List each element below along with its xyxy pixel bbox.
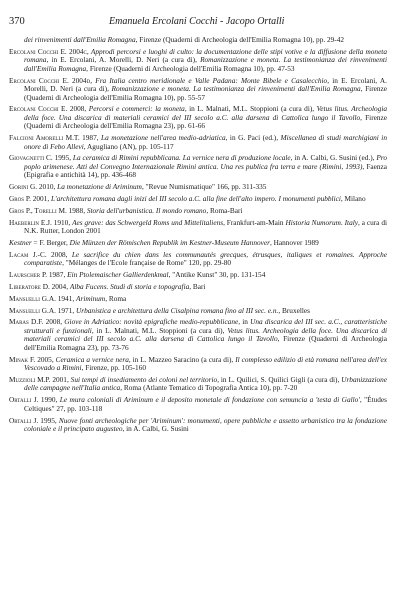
entry-text: , bbox=[96, 133, 102, 143]
entry-text: , bbox=[66, 374, 71, 384]
entry-text: , bbox=[51, 354, 56, 364]
bibliography-entry bbox=[9, 251, 387, 268]
entry-text: , Firenze (Quaderni di Archeologia dell'Emilia Romagna 23), pp. 73-76 bbox=[24, 334, 387, 352]
entry-text: , in L. Quilici, S. Quilici Gigli (a cura di), bbox=[217, 374, 342, 384]
bibliography-entry bbox=[9, 271, 387, 279]
entry-text: , Bari bbox=[189, 281, 206, 291]
entry-text: , Roma bbox=[105, 293, 127, 303]
entry-author: Mansuelli G.A. 1971 bbox=[9, 305, 73, 315]
entry-text: = F. Berger, bbox=[31, 237, 70, 247]
entry-text: , "Antike Kunst" 30, pp. 131-154 bbox=[168, 270, 266, 280]
entry-title: Pro poplo arimenese. Atti del Convegno Internazionale Rimini antica. Una res publica fra terra e mare (Rimini, 1993) bbox=[24, 153, 387, 171]
entry-text: , "Revue Numismatique" 166, pp. 311-335 bbox=[141, 182, 267, 192]
entry-author: Haeberlin E.J. 1910 bbox=[9, 217, 69, 227]
entry-author: Minak F. 2005 bbox=[9, 354, 52, 364]
page-header bbox=[9, 16, 389, 30]
bibliography-entry bbox=[9, 207, 387, 215]
bibliography-entry bbox=[9, 376, 387, 393]
entry-author: Ercolani Cocchi E. 2004c bbox=[9, 46, 87, 56]
entry-author: Lacam J.-C. 2008 bbox=[9, 249, 66, 259]
entry-title: Urbanistica e architettura della Cisalpina romana fino al III sec. e.n. bbox=[76, 305, 279, 315]
entry-title: Kestner bbox=[9, 237, 32, 247]
running-title: Emanuela Ercolani Cocchi - Jacopo Ortalli bbox=[109, 16, 285, 27]
entry-text: , in A. Calbi, G. Susini (ed.), bbox=[290, 153, 377, 163]
entry-text: , bbox=[90, 75, 96, 85]
entry-author: Maras D.F. 2008 bbox=[9, 317, 61, 327]
bibliography-entry bbox=[9, 134, 387, 151]
entry-title: Ein Ptolemaischer Gallierdenkmal bbox=[67, 270, 169, 280]
entry-text: , bbox=[69, 153, 73, 163]
entry-text: , in E. Ercolani, A. Morelli, D. Neri (a cura di), bbox=[24, 75, 388, 94]
entry-text: , in A. Calbi, G. Susini bbox=[122, 424, 189, 434]
entry-text: , in L. Mazzeo Saracino (a cura di), bbox=[128, 354, 236, 364]
entry-text: , Firenze (Quaderni di Archeologia dell'Emilia Romagna 10), pp. 55-57 bbox=[24, 84, 387, 102]
entry-text: , in L. Malnati, M.L. Stoppioni (a cura di), bbox=[91, 325, 228, 335]
entry-text: , Faenza (Epigrafia e antichità 14), pp. 436-468 bbox=[24, 161, 387, 180]
bibliography-entry bbox=[9, 48, 387, 73]
entry-author: Gorini G. 2010 bbox=[9, 182, 54, 192]
entry-title: dei rinvenimenti dall'Emilia Romagna bbox=[24, 35, 136, 44]
entry-title: Le sacrifice du chien dans les communautés grecques, étrusques, italiques et romaines. Approche comparatiste bbox=[24, 249, 387, 268]
entry-title: Historia Numorum bbox=[285, 217, 341, 227]
entry-author: Laurscher P. 1987 bbox=[9, 270, 64, 280]
entry-title: Die Münzen der Römischen Republik im Kestner-Museum Hannover bbox=[69, 237, 270, 247]
entry-title: Romanizzazione e moneta. La testimonianza dei rinvenimenti dall'Emilia Romagna bbox=[111, 84, 361, 94]
entry-text: , Bruxelles bbox=[278, 305, 310, 315]
entry-text: , in bbox=[238, 317, 251, 327]
entry-text: , a cura di N.K. Rutter, London 2001 bbox=[24, 217, 387, 236]
bibliography-entry bbox=[9, 154, 387, 179]
entry-text: , Roma (Atlante Tematico di Topografia Antica 10), pp. 7-20 bbox=[120, 383, 298, 393]
bibliography-entry bbox=[9, 356, 387, 373]
entry-text: , bbox=[65, 249, 72, 259]
entry-text: , bbox=[54, 415, 59, 425]
entry-text: , bbox=[66, 281, 70, 291]
entry-author: Falcioni Amorelli M.T. 1987 bbox=[9, 133, 97, 143]
entry-text: , Roma-Bari bbox=[206, 205, 243, 215]
entry-author: Ortalli J. 1995 bbox=[9, 415, 55, 425]
entry-title: Sui tempi di insediamento dei coloni nel territorio bbox=[70, 374, 218, 384]
entry-title: Storia dell'urbanistica. Il mondo romano bbox=[86, 205, 207, 215]
entry-title: Le mura coloniali di Ariminum e il deposito monetale di fondazione con semuncia a 'testa di Gallo' bbox=[59, 395, 360, 405]
bibliography-entry bbox=[9, 396, 387, 413]
entry-text: , bbox=[55, 395, 60, 405]
entry-title: Urbanizzazione delle campagne nell'Italia antica bbox=[24, 374, 388, 393]
entry-title: La monetazione nell'area medio-adriatica bbox=[101, 133, 226, 143]
entry-text: , Firenze (Quaderni di Archeologia dell'Emilia Romagna 10), pp. 29-42 bbox=[135, 35, 345, 44]
entry-text: , bbox=[84, 104, 89, 114]
bibliography-entry bbox=[9, 183, 387, 191]
entry-title: Approdi percorsi e luoghi di culto: la documentazione delle stipi votive e la diffusione della moneta romana bbox=[24, 46, 387, 65]
bibliography-entry bbox=[9, 105, 387, 130]
entry-title: Italy bbox=[344, 217, 358, 227]
entry-title: Vetus litus. Archeologia della foce. Una discarica di materiali ceramici del III secolo a.C. alla darsena di Cattolica lungo il Tavollo bbox=[24, 104, 387, 122]
entry-text: , bbox=[68, 217, 73, 227]
entry-author: Ercolani Cocchi E. 2004d bbox=[9, 75, 91, 85]
entry-author: Gros P., Torelli M. 1988 bbox=[9, 205, 84, 215]
entry-title: Ariminum bbox=[76, 293, 106, 303]
entry-author: Liberatore D. 2004 bbox=[9, 281, 67, 291]
entry-title: Una discarica del III sec. a.C., caratteristiche strutturali e funzionali bbox=[24, 317, 387, 335]
entry-title: L'architettura romana dagli inizi del III secolo a.C. alla fine dell'alto impero. I monumenti pubblici bbox=[50, 193, 341, 203]
entry-author: Ortalli J. 1990 bbox=[9, 395, 56, 405]
entry-author: Gros P. 2001 bbox=[9, 193, 48, 203]
bibliography-entry bbox=[9, 307, 387, 315]
entry-title: Ceramica a vernice nera bbox=[55, 354, 129, 364]
entry-title: Miscellanea di studi marchigiani in onore di Febo Allevi bbox=[24, 133, 387, 151]
entry-title: La ceramica di Rimini repubblicana. La vernice nera di produzione locale bbox=[72, 153, 291, 163]
bibliography-entry bbox=[9, 318, 387, 352]
bibliography-entry bbox=[9, 219, 387, 236]
entry-title: Aes grave: das Schwergeld Roms und Mittelitaliens bbox=[72, 217, 224, 227]
entry-text: , in G. Paci (ed.), bbox=[225, 133, 281, 143]
bibliography-entry bbox=[9, 239, 387, 247]
entry-author: Ercolani Cocchi E. 2008 bbox=[9, 104, 85, 114]
entry-title: Percorsi e commerci: la moneta bbox=[88, 104, 185, 114]
bibliography-entry bbox=[9, 195, 387, 203]
entry-title: Nuove fonti archeologiche per 'Ariminum': monumenti, opere pubbliche e assetto urbanistico tra la fondazione coloniale e il principato augusteo bbox=[24, 415, 387, 434]
entry-text: , "Mélanges de l'Ecole française de Rome" 120, pp. 29-80 bbox=[62, 258, 232, 268]
entry-author: Muzzioli M.P. 2001 bbox=[9, 374, 67, 384]
entry-text: , bbox=[53, 182, 58, 192]
page-number: 370 bbox=[9, 16, 25, 27]
entry-title: Vetus litus. Archeologia della foce. Una discarica di materiali ceramici del III secolo a.C. alla darsena di Cattolica lungo il Tavollo bbox=[24, 325, 387, 344]
entry-text: , bbox=[72, 293, 77, 303]
entry-text: , Agugliano (AN), pp. 105-117 bbox=[83, 141, 174, 151]
entry-text: , Milano bbox=[340, 193, 366, 203]
entry-text: , Firenze (Quaderni di Archeologia dell'Emilia Romagna 10), pp. 47-53 bbox=[86, 63, 295, 73]
entry-text: , "Études Celtiques" 27, pp. 103-118 bbox=[24, 395, 387, 413]
entry-title: Il complesso edilizio di età romana nell'area dell'ex Vescovado a Rimini bbox=[24, 354, 387, 373]
entry-author: Giovagnetti C. 1995 bbox=[9, 153, 70, 163]
bibliography-list bbox=[9, 36, 387, 437]
entry-title: Fra Italia centro meridionale e Valle Padana: Monte Bibele e Casalecchio bbox=[95, 75, 328, 85]
entry-text: , bbox=[72, 305, 77, 315]
entry-text: , in E. Ercolani, A. Morelli, D. Neri (a cura di), bbox=[46, 55, 201, 65]
entry-text: , bbox=[63, 270, 68, 280]
entry-text: , bbox=[47, 193, 51, 203]
bibliography-entry bbox=[9, 295, 387, 303]
entry-text: , Frankfurt-am-Main bbox=[223, 217, 286, 227]
entry-text: , Hannover 1989 bbox=[269, 237, 319, 247]
bibliography-entry bbox=[9, 417, 387, 434]
entry-text: , bbox=[86, 46, 91, 56]
entry-text: , bbox=[60, 317, 65, 327]
entry-title: Giove in Adriatico: novità epigrafiche medio-repubblicane bbox=[64, 317, 239, 327]
bibliography-entry bbox=[9, 77, 387, 102]
entry-text: , Firenze (Quaderni di Archeologia dell'Emilia Romagna 23), pp. 61-66 bbox=[24, 112, 387, 131]
entry-text: , bbox=[83, 205, 87, 215]
bibliography-entry-continued bbox=[9, 36, 387, 44]
entry-title: La monetazione di Ariminum bbox=[57, 182, 142, 192]
entry-title: Romanizzazione e moneta. La testimonianza dei rinvenimenti dall'Emilia Romagna bbox=[24, 55, 387, 73]
entry-text: , in L. Malnati, M.L. Stoppioni (a cura di), bbox=[184, 104, 317, 114]
bibliography-entry bbox=[9, 283, 387, 291]
entry-title: Alba Fucens. Studi di storia e topografia bbox=[69, 281, 190, 291]
entry-text: . bbox=[340, 217, 345, 227]
entry-text: , Firenze, pp. 105-160 bbox=[81, 363, 147, 373]
entry-author: Mansuelli G.A. 1941 bbox=[9, 293, 73, 303]
